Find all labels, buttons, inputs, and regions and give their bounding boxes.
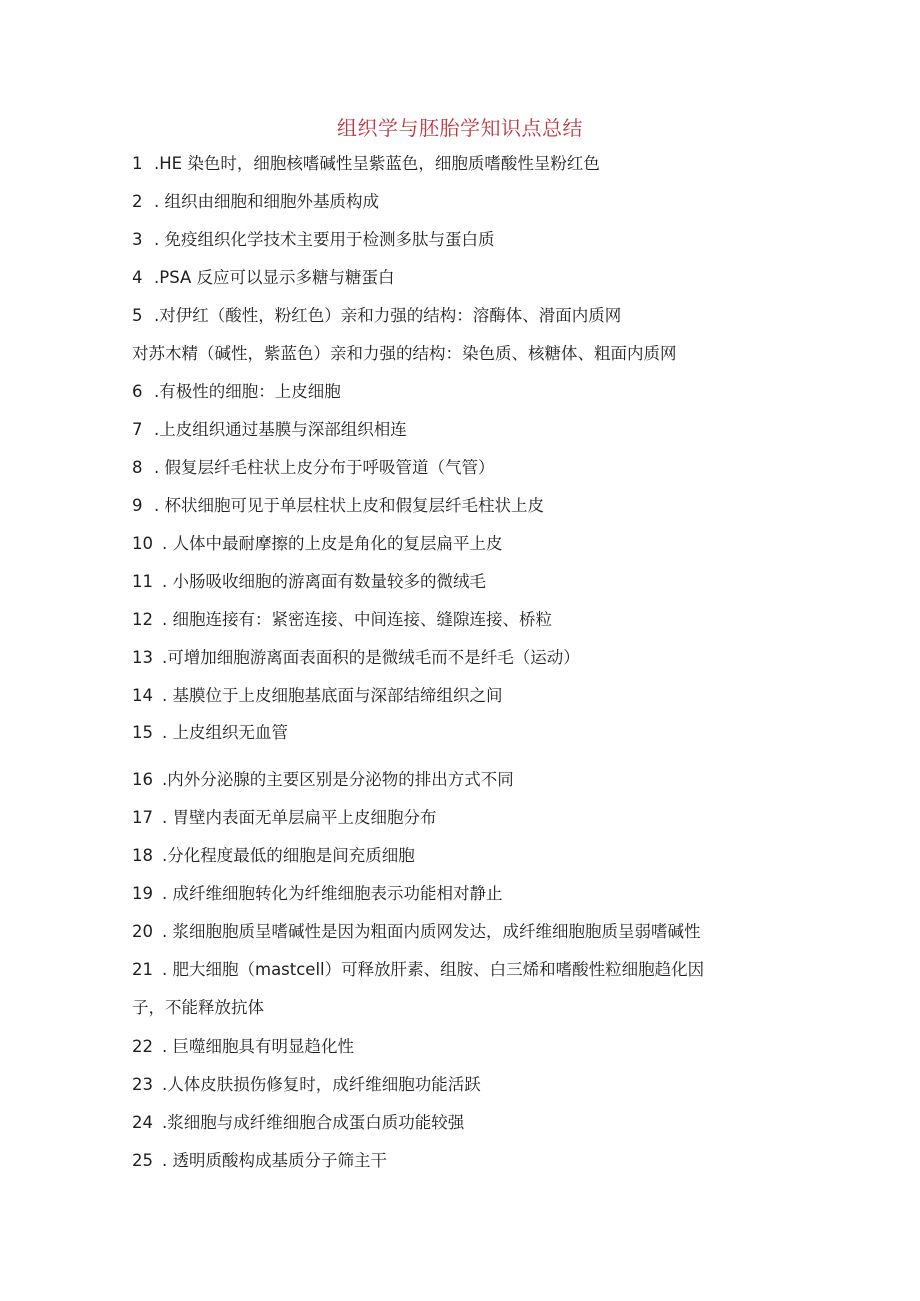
list-item: [132, 1035, 354, 1059]
item-number: 22: [132, 1037, 153, 1056]
list-item: [132, 920, 701, 944]
item-number: 20: [132, 922, 153, 941]
item-text: . 免疫组织化学技术主要用于检测多肽与蛋白质: [154, 230, 495, 249]
item-text: . 基膜位于上皮细胞基底面与深部结缔组织之间: [162, 686, 503, 705]
item-text: . 成纤维细胞转化为纤维细胞表示功能相对静止: [162, 884, 503, 903]
item-text: 对苏木精（碱性，紫蓝色）亲和力强的结构：染色质、核糖体、粗面内质网: [132, 344, 677, 363]
list-item: [132, 684, 503, 708]
list-item: [132, 844, 415, 868]
item-text: .人体皮肤损伤修复时，成纤维细胞功能活跃: [162, 1075, 481, 1094]
list-item: [132, 570, 486, 594]
item-number: 6: [132, 382, 143, 401]
item-text: .分化程度最低的细胞是间充质细胞: [162, 846, 415, 865]
item-text: . 巨噬细胞具有明显趋化性: [162, 1037, 354, 1056]
item-number: 10: [132, 534, 153, 553]
list-item: [132, 646, 580, 670]
list-item: [132, 190, 379, 214]
item-text: .浆细胞与成纤维细胞合成蛋白质功能较强: [162, 1113, 465, 1132]
item-number: 23: [132, 1075, 153, 1094]
list-item: [132, 1111, 464, 1135]
item-text: .PSA 反应可以显示多糖与糖蛋白: [154, 268, 395, 287]
list-item: [132, 806, 437, 830]
item-number: 18: [132, 846, 153, 865]
item-number: 7: [132, 420, 143, 439]
item-text: . 细胞连接有：紧密连接、中间连接、缝隙连接、桥粒: [162, 610, 552, 629]
item-number: 3: [132, 230, 143, 249]
item-number: 2: [132, 192, 143, 211]
list-item-continuation: [132, 996, 264, 1020]
list-item: [132, 721, 288, 745]
item-text: . 组织由细胞和细胞外基质构成: [154, 192, 379, 211]
list-item: [132, 958, 704, 982]
item-text: . 透明质酸构成基质分子筛主干: [162, 1151, 387, 1170]
item-number: 9: [132, 496, 143, 515]
item-number: 15: [132, 723, 153, 742]
list-item: [132, 1073, 481, 1097]
list-item: [132, 456, 495, 480]
item-text: . 胃壁内表面无单层扁平上皮细胞分布: [162, 808, 437, 827]
item-text: .对伊红（酸性，粉红色）亲和力强的结构：溶酶体、滑面内质网: [154, 306, 622, 325]
list-item: [132, 768, 514, 792]
list-item-continuation: [132, 342, 677, 366]
item-number: 25: [132, 1151, 153, 1170]
list-item: [132, 152, 600, 176]
item-text: . 人体中最耐摩擦的上皮是角化的复层扁平上皮: [162, 534, 503, 553]
item-text: . 杯状细胞可见于单层柱状上皮和假复层纤毛柱状上皮: [154, 496, 544, 515]
item-number: 14: [132, 686, 153, 705]
list-item: [132, 532, 503, 556]
list-item: [132, 228, 495, 252]
item-text: .可增加细胞游离面表面积的是微绒毛而不是纤毛（运动）: [162, 648, 580, 667]
item-number: 4: [132, 268, 143, 287]
item-text: 子，不能释放抗体: [132, 998, 264, 1017]
list-item: [132, 418, 407, 442]
list-item: [132, 266, 395, 290]
item-text: .有极性的细胞：上皮细胞: [154, 382, 341, 401]
item-text: . 浆细胞胞质呈嗜碱性是因为粗面内质网发达，成纤维细胞胞质呈弱嗜碱性: [162, 922, 701, 941]
item-number: 5: [132, 306, 143, 325]
item-number: 1: [132, 154, 143, 173]
item-number: 16: [132, 770, 153, 789]
item-number: 11: [132, 572, 153, 591]
document-title: 组织学与胚胎学知识点总结: [337, 116, 583, 140]
item-text: . 肥大细胞（mastcell）可释放肝素、组胺、白三烯和嗜酸性粒细胞趋化因: [162, 960, 705, 979]
item-number: 24: [132, 1113, 153, 1132]
list-item: [132, 380, 341, 404]
list-item: [132, 494, 544, 518]
item-text: . 小肠吸收细胞的游离面有数量较多的微绒毛: [162, 572, 486, 591]
item-number: 13: [132, 648, 153, 667]
item-text: .HE 染色时，细胞核嗜碱性呈紫蓝色，细胞质嗜酸性呈粉红色: [154, 154, 600, 173]
item-number: 12: [132, 610, 153, 629]
list-item: [132, 882, 503, 906]
list-item: [132, 608, 552, 632]
item-number: 19: [132, 884, 153, 903]
item-text: .上皮组织通过基膜与深部组织相连: [154, 420, 407, 439]
list-item: [132, 304, 621, 328]
item-number: 8: [132, 458, 143, 477]
item-text: . 假复层纤毛柱状上皮分布于呼吸管道（气管）: [154, 458, 495, 477]
list-item: [132, 1149, 387, 1173]
item-number: 21: [132, 960, 153, 979]
item-text: . 上皮组织无血管: [162, 723, 288, 742]
item-number: 17: [132, 808, 153, 827]
item-text: .内外分泌腺的主要区别是分泌物的排出方式不同: [162, 770, 514, 789]
